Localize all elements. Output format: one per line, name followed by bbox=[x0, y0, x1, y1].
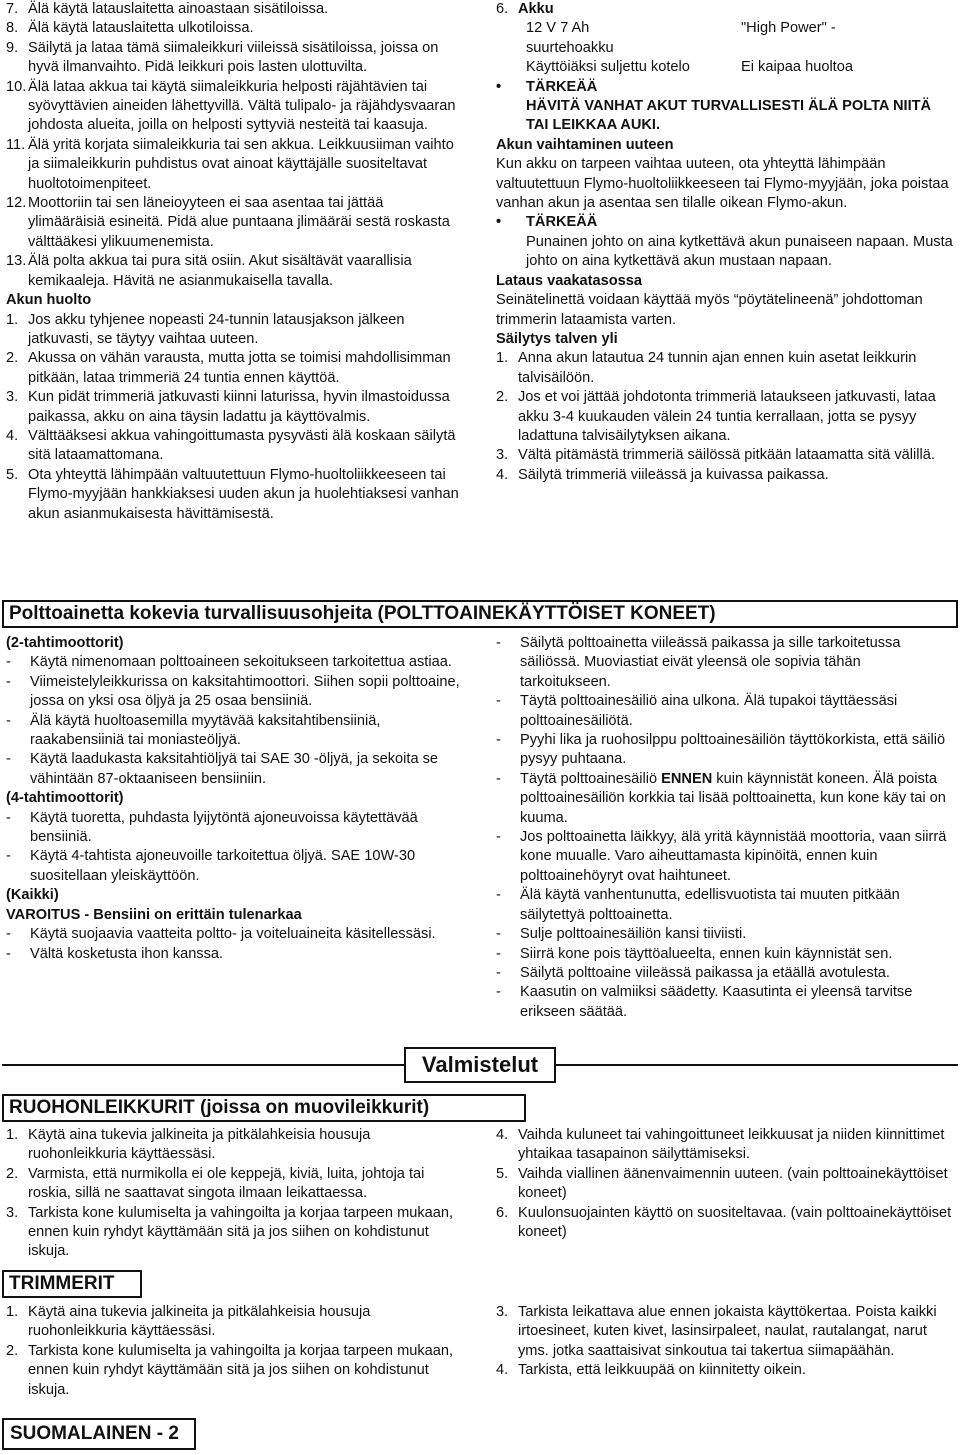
item-number: 3. bbox=[6, 1204, 19, 1221]
dash-marker: - bbox=[496, 770, 501, 787]
storage-list bbox=[496, 349, 954, 485]
item-text: Vältä pitämästä trimmeriä säilössä pitkään lataamatta sitä välillä. bbox=[518, 447, 935, 464]
dash-marker: - bbox=[496, 887, 501, 904]
important-bullet-2: • TÄRKEÄÄ bbox=[496, 213, 954, 232]
two-stroke-heading: (2-tahtimoottorit) bbox=[6, 635, 124, 651]
bullet-icon: • bbox=[496, 78, 502, 95]
item-number: 4. bbox=[6, 427, 19, 444]
fuel-safety-item bbox=[496, 964, 954, 983]
item-text: Kuulonsuojainten käyttö on suositeltavaa. (vain polttoainekäyttöiset koneet) bbox=[518, 1204, 952, 1241]
valmistelut-title: Valmistelut bbox=[404, 1047, 556, 1083]
item-number: 3. bbox=[496, 1304, 509, 1320]
all-heading: (Kaikki) bbox=[6, 887, 59, 904]
akku-heading: Akku bbox=[518, 1, 554, 17]
vaihto-heading: Akun vaihtaminen uuteen bbox=[496, 136, 674, 153]
item-number: 7. bbox=[6, 1, 19, 17]
akku-number: 6. bbox=[496, 1, 509, 17]
mower-item bbox=[6, 1165, 462, 1204]
item-text: Täytä polttoainesäiliö aina ulkona. Älä tupakoi täyttäessäsi polttoainesäiliötä. bbox=[520, 693, 898, 729]
four-stroke-item bbox=[6, 809, 462, 848]
item-text: Säilytä trimmeriä viileässä ja kuivassa paikassa. bbox=[518, 466, 829, 483]
polarity-text: Punainen johto on aina kytkettävä akun punaiseen napaan. Musta johto on aina kytkettävä akun mustaan napaan. bbox=[526, 233, 953, 270]
dash-marker: - bbox=[6, 945, 11, 962]
item-number: 12. bbox=[6, 195, 27, 212]
item-text: Tarkista kone kulumiselta ja vahingoilta ja korjaa tarpeen mukaan, ennen kuin ryhdyt käyttämään sitä ja jos siihen on kohdistunut iskuja. bbox=[28, 1204, 454, 1260]
akku-spec-type: "High Power" - bbox=[741, 20, 836, 37]
item-text: Käytä 4-tahtista ajoneuvoille tarkoitettua öljyä. SAE 10W-30 suositellaan yleiskäyttöön. bbox=[30, 848, 416, 884]
fuel-right-column bbox=[496, 634, 954, 1022]
dash-marker: - bbox=[6, 926, 11, 943]
fuel-safety-item bbox=[496, 925, 954, 944]
akku-spec-type-2: suurtehoakku bbox=[526, 39, 614, 56]
lataus-heading: Lataus vaakatasossa bbox=[496, 272, 643, 289]
mower-item bbox=[6, 1126, 462, 1165]
dash-marker: - bbox=[496, 945, 501, 962]
item-number: 5. bbox=[6, 466, 19, 483]
akku-spec-row-3 bbox=[496, 58, 954, 77]
fuel-safety-item bbox=[496, 634, 954, 692]
item-number: 9. bbox=[6, 39, 19, 56]
four-stroke-list bbox=[6, 809, 462, 887]
item-number: 13. bbox=[6, 253, 27, 270]
item-number: 4. bbox=[496, 1127, 509, 1143]
mower-item bbox=[496, 1165, 954, 1204]
fuel-safety-item bbox=[496, 828, 954, 886]
item-number: 6. bbox=[496, 1204, 509, 1221]
dash-marker: - bbox=[6, 712, 11, 729]
two-stroke-item bbox=[6, 653, 462, 672]
maintenance-item bbox=[6, 427, 462, 466]
fuel-safety-item bbox=[496, 770, 954, 828]
trim-right-column bbox=[496, 1303, 954, 1381]
item-text: Vaihda viallinen äänenvaimennin uuteen. (vain polttoainekäyttöiset koneet) bbox=[518, 1165, 948, 1202]
item-text: Tarkista kone kulumiselta ja vahingoilta ja korjaa tarpeen mukaan, ennen kuin ryhdyt käyttämään sitä ja jos siihen on kohdistunut iskuja. bbox=[28, 1342, 454, 1398]
two-stroke-list bbox=[6, 653, 462, 789]
two-stroke-item bbox=[6, 673, 462, 712]
item-text: Sulje polttoainesäiliön kansi tiiviisti. bbox=[520, 926, 747, 943]
maintenance-item bbox=[6, 388, 462, 427]
item-text: Jos polttoainetta läikkyy, älä yritä käynnistää moottoria, vaan siirrä kone muualle. Varo aiheuttamasta kipinöitä, ennen kuin polttoainehöyryt ovat haihtuneet. bbox=[520, 829, 947, 884]
item-text: Kun pidät trimmeriä jatkuvasti kiinni laturissa, hyvin ilmastoidussa paikassa, akku on aina täysin ladattu ja käyttövalmis. bbox=[28, 389, 450, 425]
trim-left-column bbox=[6, 1303, 462, 1400]
fuel-warning: VAROITUS - Bensiini on erittäin tulenarkaa bbox=[6, 906, 302, 923]
trimmer-item bbox=[496, 1303, 954, 1361]
item-text: Kaasutin on valmiiksi säädetty. Kaasutinta ei yleensä tarvitse erikseen säätää. bbox=[520, 984, 913, 1020]
item-number: 4. bbox=[496, 1362, 509, 1379]
item-text: Käytä tuoretta, puhdasta lyijytöntä ajoneuvoissa käytettävää bensiiniä. bbox=[30, 809, 418, 846]
two-stroke-item bbox=[6, 750, 462, 789]
trimmerit-title: TRIMMERIT bbox=[2, 1270, 142, 1298]
item-text: Älä yritä korjata siimaleikkuria tai sen akkua. Leikkuusiiman vaihto ja siimaleikkurin puhdistus ovat ainoat käyttäjälle suositeltavat huoltotoimenpiteet. bbox=[28, 136, 454, 192]
item-text: Välttääksesi akkua vahingoittumasta pysyvästi älä koskaan säilytä sitä lataamattomana. bbox=[28, 427, 456, 464]
item-text: Jos et voi jättää johdotonta trimmeriä lataukseen jatkuvasti, lataa akku 3-4 kuukauden välein 24 tuntia kerrallaan, jotta se pysyy ladattuna talvisäilytyksen aikana. bbox=[518, 389, 936, 444]
dash-marker: - bbox=[496, 984, 501, 1001]
fuel-safety-item bbox=[496, 886, 954, 925]
item-text: Älä lataa akkua tai käytä siimaleikkuria helposti räjähtävien tai syövyttävien aineiden lähettyvillä. Vältä tulipalo- ja räjähdysvaaran johdosta alueita, joilla on helposti syttyviä nesteitä tai kaasuja. bbox=[28, 78, 456, 134]
fuel-safety-item bbox=[496, 692, 954, 731]
dash-marker: - bbox=[6, 848, 11, 865]
dash-marker: - bbox=[6, 751, 11, 768]
item-text: Täytä polttoainesäiliö ENNEN kuin käynnistät koneen. Älä poista polttoainesäiliön korkkia tai lisää polttoainetta, kun kone käy tai on kuuma. bbox=[520, 770, 946, 826]
akku-spec-voltage: 12 V 7 Ah bbox=[526, 20, 590, 37]
mower-item bbox=[496, 1204, 954, 1243]
bullet-icon: • bbox=[496, 214, 502, 231]
akku-spec-casing: Käyttöiäksi suljettu kotelo bbox=[526, 59, 690, 76]
item-number: 1. bbox=[496, 350, 509, 367]
akku-spec-row bbox=[496, 19, 954, 38]
page-footer-label: SUOMALAINEN - 2 bbox=[2, 1418, 196, 1450]
dash-marker: - bbox=[496, 635, 501, 651]
item-text: Vältä kosketusta ihon kanssa. bbox=[30, 945, 224, 962]
item-number: 2. bbox=[6, 1165, 19, 1182]
item-text: Ota yhteyttä lähimpään valtuutettuun Flymo-huoltoliikkeeseen tai Flymo-myyjään hankkiaksesi uuden akun ja huolehtiaksesi vanhan akun asianmukaisesta hävittämisestä. bbox=[28, 466, 459, 522]
item-text: Pyyhi lika ja ruohosilppu polttoainesäiliön täyttökorkista, että säiliö pysyy puhtaana. bbox=[520, 732, 946, 768]
dash-marker: - bbox=[6, 654, 11, 671]
item-number: 2. bbox=[6, 1342, 19, 1359]
trimmer-item bbox=[6, 1342, 462, 1400]
item-text: Käytä nimenomaan polttoaineen sekoitukseen tarkoitettua astiaa. bbox=[30, 654, 452, 671]
ruoho-right-column bbox=[496, 1126, 954, 1242]
four-stroke-item bbox=[6, 847, 462, 886]
item-text: Älä käytä latauslaitetta ulkotiloissa. bbox=[28, 20, 254, 37]
item-number: 3. bbox=[6, 389, 19, 406]
dash-marker: - bbox=[496, 926, 501, 943]
item-text: Moottoriin tai sen läneioyyteen ei saa asentaa tai jättää ylimääräisiä esineitä. Pidä alue puntaana jlimääräi sestä roskasta välttääkesi ylikuumenemista. bbox=[28, 195, 450, 250]
fuel-safety-item bbox=[496, 983, 954, 1022]
all-list bbox=[6, 925, 462, 964]
item-text: Siirrä kone pois täyttöalueelta, ennen kuin käynnistät sen. bbox=[520, 945, 893, 962]
valmistelut-rule-left bbox=[2, 1064, 404, 1066]
dash-marker: - bbox=[496, 964, 501, 981]
safety-item bbox=[6, 19, 462, 38]
item-number: 5. bbox=[496, 1165, 509, 1182]
battery-maintenance-list bbox=[6, 311, 462, 524]
safety-item bbox=[6, 0, 462, 19]
dash-marker: - bbox=[496, 829, 501, 846]
safety-instructions-column bbox=[6, 0, 462, 524]
lataus-text: Seinätelinettä voidaan käyttää myös “pöytätelineenä” johdottoman trimmerin lataamista varten. bbox=[496, 292, 923, 328]
item-text: Säilytä ja lataa tämä siimaleikkuri viileissä sisätiloissa, joissa on hyvä ilmanvaihto. Pidä leikkuri pois lasten ulottuvilta. bbox=[28, 39, 439, 76]
sailytys-heading: Säilytys talven yli bbox=[496, 330, 618, 347]
akun-huolto-heading: Akun huolto bbox=[6, 292, 92, 309]
storage-item bbox=[496, 446, 954, 465]
item-text: Anna akun latautua 24 tunnin ajan ennen kuin asetat leikkurin talvisäilöön. bbox=[518, 350, 917, 386]
ruoho-title: RUOHONLEIKKURIT (joissa on muovileikkurit) bbox=[2, 1094, 526, 1122]
storage-item bbox=[496, 349, 954, 388]
item-text: Tarkista leikattava alue ennen jokaista käyttökertaa. Poista kaikki irtoesineet, kuten kivet, lasinsirpaleet, naulat, rautalangat, narut yms. jotka saattaisivat sinkoutua tai takertua siimapäähän. bbox=[518, 1304, 937, 1359]
item-text: Käytä suojaavia vaatteita poltto- ja voiteluaineita käsitellessäsi. bbox=[30, 926, 436, 943]
item-text: Käytä aina tukevia jalkineita ja pitkälahkeisia housuja ruohonleikkuria käyttäessäsi. bbox=[28, 1304, 371, 1340]
item-text: Varmista, että nurmikolla ei ole keppejä, kiviä, luita, johtoja tai roskia, sillä ne saattavat singota ilmaan leikattaessa. bbox=[28, 1165, 425, 1202]
item-number: 3. bbox=[496, 447, 509, 464]
two-stroke-item bbox=[6, 712, 462, 751]
item-number: 1. bbox=[6, 1304, 19, 1320]
item-text: Älä polta akkua tai pura sitä osiin. Akut sisältävät vaarallisia kemikaaleja. Hävitä ne asianmukaisella tavalla. bbox=[28, 253, 412, 289]
item-text: Tarkista, että leikkuupää on kiinnitetty oikein. bbox=[518, 1362, 806, 1379]
maintenance-item bbox=[6, 311, 462, 350]
item-text: Vaihda kuluneet tai vahingoittuneet leikkuusat ja niiden kiinnittimet yhtaikaa tasapainon säilyttämiseksi. bbox=[518, 1127, 945, 1163]
safety-item bbox=[6, 194, 462, 252]
item-text: Käytä aina tukevia jalkineita ja pitkälahkeisia housuja ruohonleikkuria käyttäessäsi. bbox=[28, 1127, 371, 1163]
maintenance-item bbox=[6, 349, 462, 388]
item-text: Älä käytä huoltoasemilla myytävää kaksitahtibensiiniä, raakabensiiniä tai moniasteöljyä. bbox=[30, 712, 381, 749]
item-text: Käytä laadukasta kaksitahtiöljyä tai SAE 30 -öljyä, ja sekoita se vähintään 87-oktaaniseen bensiiniin. bbox=[30, 751, 439, 787]
maintenance-item bbox=[6, 466, 462, 524]
important-bullet-1: • TÄRKEÄÄ bbox=[496, 78, 954, 97]
safety-item bbox=[6, 39, 462, 78]
mower-item bbox=[6, 1204, 462, 1262]
item-number: 8. bbox=[6, 20, 19, 37]
item-text: Jos akku tyhjenee nopeasti 24-tunnin latausjakson jälkeen jatkuvasti, se täytyy vaihtaa uuteen. bbox=[28, 311, 405, 347]
item-text: Älä käytä vanhentunutta, edellisvuotista tai muuten pitkään säilytettyä polttoainetta. bbox=[520, 887, 900, 923]
akku-heading-row bbox=[496, 0, 954, 19]
item-number: 1. bbox=[6, 1127, 19, 1143]
storage-item bbox=[496, 466, 954, 485]
vaihto-text: Kun akku on tarpeen vaihtaa uuteen, ota yhteyttä lähimpään valtuutettuun Flymo-huoltoliikkeeseen tai Flymo-myyjään, joka poistaa vanhan akun ja asentaa sen tilalle oikean Flymo-akun. bbox=[496, 156, 949, 212]
fuel-safety-item bbox=[496, 945, 954, 964]
item-number: 2. bbox=[496, 389, 509, 406]
dash-marker: - bbox=[6, 809, 11, 826]
item-number: 10. bbox=[6, 78, 27, 95]
all-engines-item bbox=[6, 945, 462, 964]
fuel-right-list bbox=[496, 634, 954, 1022]
trimmer-item bbox=[496, 1361, 954, 1380]
valmistelut-rule-right bbox=[556, 1064, 958, 1066]
dash-marker: - bbox=[496, 693, 501, 710]
dash-marker: - bbox=[6, 673, 11, 690]
ruoho-left-column bbox=[6, 1126, 462, 1262]
item-number: 4. bbox=[496, 466, 509, 483]
storage-item bbox=[496, 388, 954, 446]
item-text: Säilytä polttoaine viileässä paikassa ja etäällä avotulesta. bbox=[520, 964, 890, 981]
item-text: Viimeistelyleikkurissa on kaksitahtimoottori. Siihen sopii polttoaine, jossa on yksi osa öljyä ja 25 osaa bensiiniä. bbox=[30, 673, 460, 710]
all-engines-item bbox=[6, 925, 462, 944]
safety-item bbox=[6, 78, 462, 136]
fuel-safety-title: Polttoainetta kokevia turvallisuusohjeita (POLTTOAINEKÄYTTÖISET KONEET) bbox=[2, 600, 958, 628]
safety-list bbox=[6, 0, 462, 291]
item-number: 2. bbox=[6, 350, 19, 367]
fuel-safety-item bbox=[496, 731, 954, 770]
trimmer-item bbox=[6, 1303, 462, 1342]
four-stroke-heading: (4-tahtimoottorit) bbox=[6, 790, 124, 807]
battery-disposal-warning: HÄVITÄ VANHAT AKUT TURVALLISESTI ÄLÄ POLTA NIITÄ TAI LEIKKAA AUKI. bbox=[526, 98, 932, 134]
item-text: Säilytä polttoainetta viileässä paikassa ja sille tarkoitetussa säiliössä. Muoviastiat eivät yleensä ole sopivia tähän tarkoitukseen. bbox=[520, 635, 901, 690]
battery-column bbox=[496, 0, 954, 485]
safety-item bbox=[6, 136, 462, 194]
dash-marker: - bbox=[496, 732, 501, 749]
item-text: Akussa on vähän varausta, mutta jotta se toimisi mahdollisimman pitkään, lataa trimmeriä 24 tuntia ennen käyttöä. bbox=[28, 350, 451, 386]
mower-item bbox=[496, 1126, 954, 1165]
akku-spec-maintenance: Ei kaipaa huoltoa bbox=[741, 59, 853, 76]
fuel-left-column bbox=[6, 634, 462, 964]
item-number: 1. bbox=[6, 311, 19, 328]
safety-item bbox=[6, 252, 462, 291]
item-number: 11. bbox=[6, 136, 26, 153]
akku-spec-row-2 bbox=[496, 39, 954, 58]
item-text: Älä käytä latauslaitetta ainoastaan sisätiloissa. bbox=[28, 1, 329, 17]
